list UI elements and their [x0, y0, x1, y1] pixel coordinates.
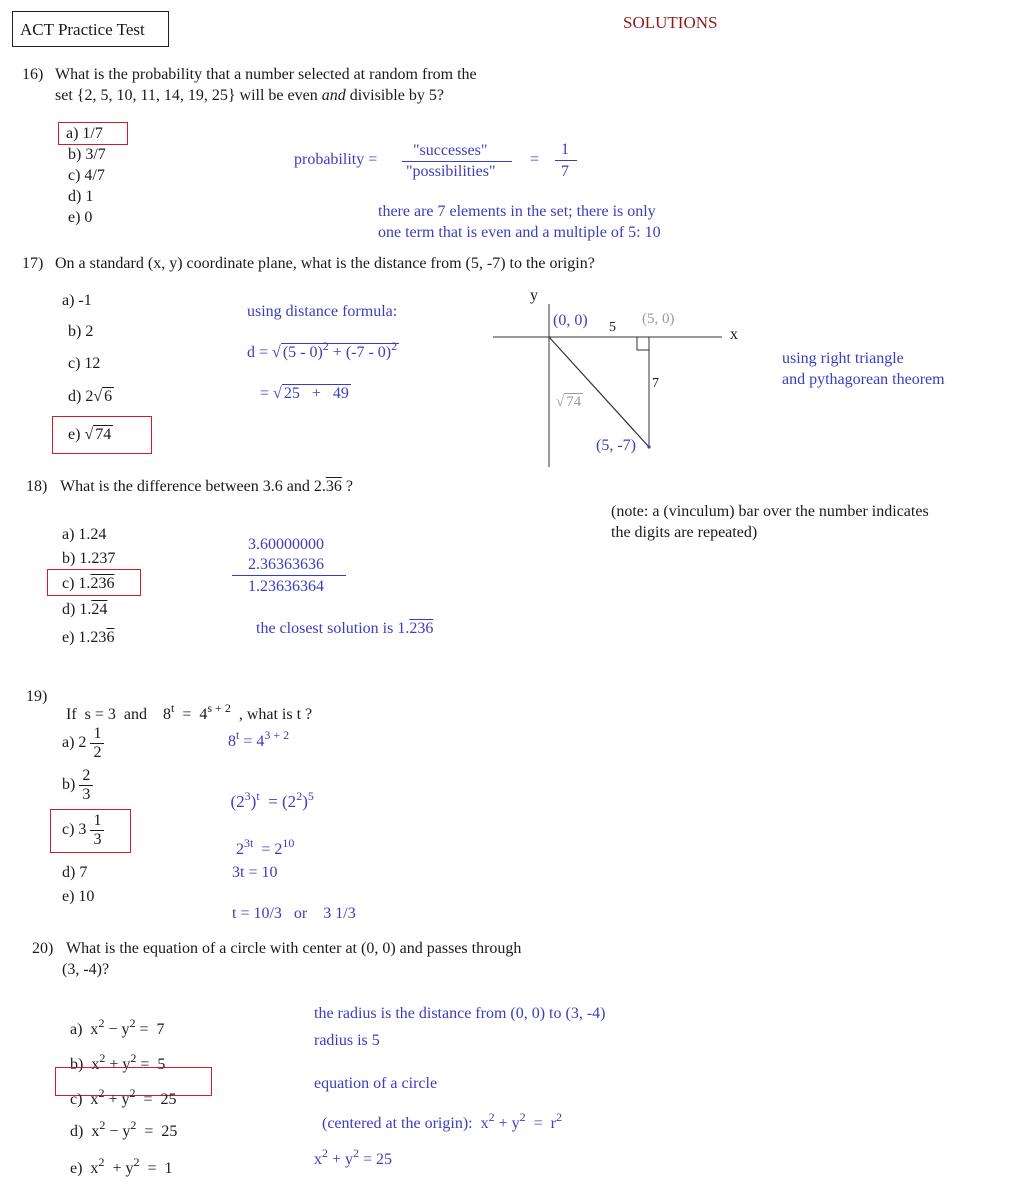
q18-choice-c-rep: 236: [90, 575, 115, 592]
q16-fraction-bar: [402, 161, 512, 162]
q20-c-exp1: 2: [98, 1086, 105, 1101]
q17-choice-e-text: e): [68, 426, 85, 443]
q16-choice-c: c) 4/7: [68, 167, 105, 184]
q20-n5-exp2: 2: [353, 1146, 360, 1160]
q17-hyp-radicand: 74: [566, 394, 582, 410]
sqrt-symbol-icon: √: [84, 426, 94, 443]
q20-note-2: radius is 5: [314, 1032, 380, 1049]
q19-w3-c: = 2: [253, 841, 283, 859]
q19-work-line5: t = 10/3 or 3 1/3: [232, 905, 356, 922]
q17-line2-eq: =: [260, 385, 270, 402]
q19-w2-c: ): [250, 791, 257, 811]
q18-text: [60, 478, 353, 496]
q19-b-den: 3: [82, 785, 91, 803]
q18-choice-d-rep: 24: [91, 601, 108, 618]
q20-note-3: equation of a circle: [314, 1075, 438, 1092]
q17-point-50-label: (5, 0): [642, 311, 675, 327]
q16-choice-d: d) 1: [68, 188, 94, 205]
q20-note-1: the radius is the distance from (0, 0) to (3, -4): [314, 1005, 606, 1022]
q20-d1: d) x: [70, 1123, 100, 1141]
q19-w3-d: 10: [282, 836, 295, 851]
q19-text-pre: If s = 3 and 8: [66, 706, 172, 724]
q20-c3: = 25: [135, 1091, 177, 1109]
q17-text: On a standard (x, y) coordinate plane, what is the distance from (5, -7) to the origin?: [55, 255, 595, 272]
q19-choice-a-whole: a) 2: [62, 733, 87, 751]
q20-a2: − y: [104, 1021, 130, 1039]
q20-n4-exp3: 2: [555, 1110, 562, 1125]
q19-choice-b: [62, 767, 93, 803]
q18-closest: [256, 620, 433, 638]
q16-line2-em: and: [321, 87, 346, 104]
q20-choice-e: [62, 1142, 173, 1179]
page-title: ACT Practice Test: [20, 20, 145, 39]
q20-number: 20): [32, 940, 54, 957]
q20-n4-exp2: 2: [519, 1110, 526, 1125]
q16-text-line2: [55, 87, 444, 105]
q17-rad1-sq2: 2: [391, 339, 398, 353]
q19-text-s2: s + 2: [207, 701, 231, 716]
q16-result-den: 7: [561, 163, 569, 180]
q18-note-1: (note: a (vinculum) bar over the number indicates: [611, 503, 929, 520]
q19-w1-e: 3 + 2: [264, 728, 290, 742]
q17-note-2: and pythagorean theorem: [782, 371, 945, 388]
q19-work-line1: [228, 728, 290, 751]
q19-w1-b: = 4: [239, 733, 265, 750]
q17-formula-label: using distance formula:: [247, 303, 398, 320]
q17-radicand-1: [281, 339, 399, 362]
q17-point-marker: [647, 445, 650, 448]
q17-y-label: y: [530, 287, 538, 304]
q16-probability-label: probability =: [294, 151, 378, 168]
q16-line2-post: divisible by 5?: [345, 87, 444, 104]
q18-choice-a: a) 1.24: [62, 526, 107, 543]
q16-note-2: one term that is even and a multiple of 5: 10: [378, 224, 661, 241]
q18-text-rep: 36: [325, 478, 342, 495]
sqrt-symbol-icon: √: [556, 394, 565, 410]
q17-seven-label: 7: [652, 376, 659, 391]
q20-n5a: x: [314, 1151, 322, 1168]
q19-w1-t: t: [236, 728, 240, 742]
q17-right-angle-marker: [637, 337, 649, 350]
q20-d-exp2: 2: [130, 1118, 137, 1133]
q17-distance-line2: [260, 384, 351, 403]
q20-choice-a: [62, 1003, 165, 1040]
q18-choice-d-pre: d) 1.: [62, 601, 92, 618]
q20-e1: e) x: [70, 1160, 99, 1178]
q17-distance-line1: [247, 339, 399, 362]
q20-n5-exp1: 2: [322, 1146, 328, 1160]
q20-c2: + y: [104, 1091, 130, 1109]
q17-choice-d: [68, 387, 114, 406]
q18-choice-e-pre: e) 1.23: [62, 629, 107, 646]
sqrt-symbol-icon: √: [272, 344, 281, 361]
q20-n5c: = 25: [359, 1151, 393, 1168]
q17-rad1-b: + (-7 - 0): [328, 344, 392, 361]
q18-choice-b: b) 1.237: [62, 550, 116, 567]
q20-c-exp2: 2: [129, 1086, 136, 1101]
q19-a-num: 1: [90, 725, 104, 744]
q20-text-line2: (3, -4)?: [62, 961, 110, 978]
solutions-label: SOLUTIONS: [623, 13, 718, 32]
q19-choice-c-whole: c) 3: [62, 820, 87, 838]
q16-note-1: there are 7 elements in the set; there is only: [378, 203, 656, 220]
q17-choice-d-text: d) 2: [68, 388, 94, 405]
q16-result-num: 1: [561, 141, 569, 158]
q16-result-bar: [555, 160, 577, 161]
q19-w2-f: 2: [296, 788, 303, 803]
q19-number: 19): [26, 688, 48, 705]
q20-d3: = 25: [136, 1123, 178, 1141]
q20-d-exp1: 2: [99, 1118, 106, 1133]
q19-a-den: 2: [93, 743, 102, 761]
q19-w2-e: = (2: [259, 791, 297, 811]
q19-choice-c: [62, 812, 104, 848]
q18-closest-rep: 236: [409, 620, 434, 637]
q17-choice-a: a) -1: [62, 292, 92, 309]
q20-note-4: [314, 1097, 562, 1134]
q19-text-t: t: [171, 701, 175, 716]
q20-note-5: [314, 1146, 393, 1169]
q18-choice-c: [62, 575, 114, 593]
q17-hypotenuse: [549, 337, 649, 447]
q17-note-1: using right triangle: [782, 350, 904, 367]
q19-choice-a: [62, 725, 104, 761]
q20-a-exp2: 2: [129, 1016, 136, 1031]
q17-number: 17): [22, 255, 44, 272]
q18-note-2: the digits are repeated): [611, 524, 758, 541]
q17-x-label: x: [730, 326, 738, 343]
q19-b-num: 2: [79, 767, 93, 786]
q17-choice-e-radicand: 74: [95, 426, 112, 443]
q20-n4a: (centered at the origin): x: [322, 1115, 489, 1133]
q19-choice-b-label: b): [62, 775, 76, 793]
q18-text-post: ?: [341, 478, 353, 495]
q17-rad1-sq: 2: [322, 339, 329, 353]
q19-w3-a: 2: [236, 841, 244, 859]
q20-e3: = 1: [139, 1160, 173, 1178]
q17-radicand-2: 25 + 49: [283, 385, 349, 402]
q19-choice-e: e) 10: [62, 888, 95, 905]
q17-choice-d-radicand: 6: [104, 388, 113, 405]
q20-text-line1: What is the equation of a circle with center at (0, 0) and passes through: [66, 940, 522, 957]
q18-choice-e-rep: 6: [106, 629, 115, 646]
q20-choice-d: [62, 1105, 177, 1142]
q20-b-exp1: 2: [99, 1051, 106, 1066]
q20-b2: + y: [105, 1056, 131, 1074]
q17-hyp-label: [556, 393, 583, 411]
q19-work-line3: [228, 823, 294, 860]
q17-origin-label: (0, 0): [553, 312, 588, 329]
q16-equals: =: [530, 151, 540, 168]
q20-n4c: = r: [525, 1115, 556, 1133]
q19-text: [58, 688, 312, 725]
q18-closest-pre: the closest solution is 1.: [256, 620, 410, 637]
q20-d2: − y: [105, 1123, 131, 1141]
q19-choice-a-frac: [90, 725, 104, 761]
q17-rad1-a: (5 - 0): [282, 344, 323, 361]
q16-text-line1: What is the probability that a number selected at random from the: [55, 66, 477, 83]
q19-w1-a: 8: [228, 733, 236, 750]
q16-successes: "successes": [413, 142, 488, 159]
q20-a-exp1: 2: [98, 1016, 105, 1031]
q18-subtraction-bar: [232, 575, 346, 576]
sqrt-symbol-icon: √: [273, 385, 282, 402]
q17-choice-e: [68, 425, 113, 444]
q19-c-den: 3: [93, 830, 102, 848]
q18-choice-c-pre: c) 1.: [62, 575, 91, 592]
q19-work-line4: 3t = 10: [232, 864, 278, 881]
q17-choice-c: c) 12: [68, 355, 101, 372]
q19-choice-c-frac: [90, 812, 104, 848]
q20-e-exp1: 2: [98, 1155, 105, 1170]
q16-choice-e: e) 0: [68, 209, 93, 226]
q20-n5b: + y: [328, 1151, 354, 1168]
q20-b1: b) x: [70, 1056, 100, 1074]
q16-possibilities: "possibilities": [406, 163, 496, 180]
q19-w3-b: 3t: [244, 836, 254, 851]
q19-work-line2: [222, 772, 314, 811]
q18-work-line2: 2.36363636: [248, 556, 324, 573]
q16-choice-b: b) 3/7: [68, 146, 106, 163]
q19-choice-b-frac: [79, 767, 93, 803]
q17-d-eq: d =: [247, 344, 269, 361]
q19-w2-b: 3: [244, 788, 251, 803]
q19-w2-d: t: [256, 788, 260, 803]
q16-line2-pre: set {2, 5, 10, 11, 14, 19, 25} will be even: [55, 87, 322, 104]
q20-b-exp2: 2: [130, 1051, 137, 1066]
q19-w2-g: ): [302, 791, 308, 811]
q19-text-post: , what is t ?: [230, 706, 313, 724]
q17-point-57-label: (5, -7): [596, 437, 636, 454]
q18-work-line1: 3.60000000: [248, 536, 324, 553]
q16-number: 16): [22, 66, 44, 83]
q20-n4-exp1: 2: [488, 1110, 495, 1125]
q17-choice-b: b) 2: [68, 323, 94, 340]
q20-b3: = 5: [136, 1056, 166, 1074]
q19-choice-d: d) 7: [62, 864, 88, 881]
q20-n4b: + y: [494, 1115, 520, 1133]
q20-e-exp2: 2: [133, 1155, 140, 1170]
q18-text-pre: What is the difference between 3.6 and 2.: [60, 478, 326, 495]
q19-c-num: 1: [90, 812, 104, 831]
sqrt-symbol-icon: √: [93, 388, 103, 405]
q20-a1: a) x: [70, 1021, 99, 1039]
q18-choice-e: [62, 629, 114, 647]
q17-five-label: 5: [609, 320, 616, 335]
q18-number: 18): [26, 478, 48, 495]
q16-choice-a: a) 1/7: [66, 125, 103, 142]
q18-work-line3: 1.23636364: [248, 578, 324, 595]
q20-e2: + y: [104, 1160, 134, 1178]
q20-c1: c) x: [70, 1091, 99, 1109]
q19-w2-a: (2: [230, 791, 245, 811]
q19-w2-h: 5: [307, 788, 314, 803]
q19-text-eq4: = 4: [174, 706, 208, 724]
q20-a3: = 7: [135, 1021, 165, 1039]
q18-choice-d: [62, 601, 107, 619]
